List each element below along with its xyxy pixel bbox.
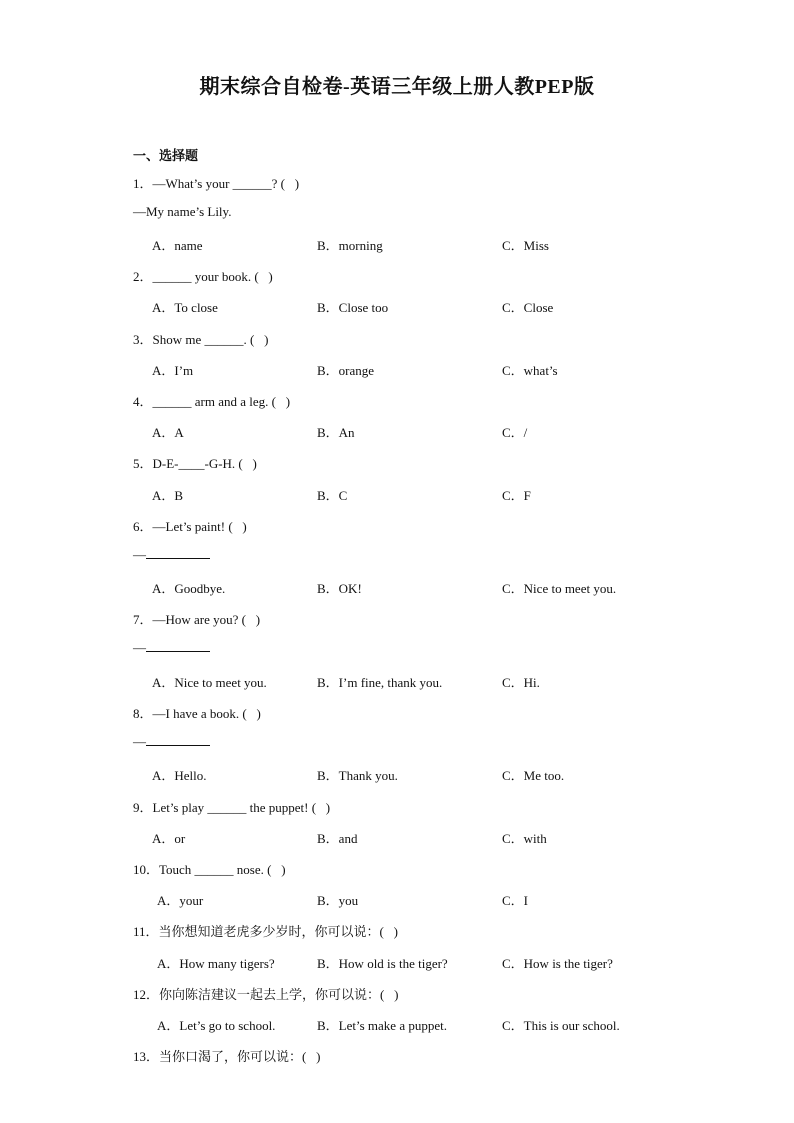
dash: —	[133, 640, 146, 655]
q1-option-b: B．morning	[317, 238, 383, 253]
q12-option-b: B．Let’s make a puppet.	[317, 1018, 447, 1033]
question-1: 1．—What’s your ______? ( )	[133, 176, 300, 191]
q7-option-a: A．Nice to meet you.	[152, 675, 267, 690]
q3-option-c: C．what’s	[502, 363, 558, 378]
q8-option-a: A．Hello.	[152, 768, 207, 783]
dash: —	[133, 547, 146, 562]
q2-option-b: B．Close too	[317, 300, 389, 315]
q11-option-c: C．How is the tiger?	[502, 956, 613, 971]
answer-blank	[146, 641, 210, 652]
question-4: 4．______ arm and a leg. ( )	[133, 394, 291, 409]
answer-blank	[146, 735, 210, 746]
question-12: 12．你向陈洁建议一起去上学，你可以说：( )	[133, 987, 399, 1002]
q9-option-c: C．with	[502, 831, 547, 846]
answer-blank	[146, 548, 210, 559]
q6-option-c: C．Nice to meet you.	[502, 581, 617, 596]
question-6: 6．—Let’s paint! ( )	[133, 519, 247, 534]
section-heading: 一、选择题	[133, 148, 199, 163]
question-1-reply: —My name’s Lily.	[133, 204, 232, 219]
question-10: 10．Touch ______ nose. ( )	[133, 862, 286, 877]
q2-option-c: C．Close	[502, 300, 554, 315]
q5-option-a: A．B	[152, 488, 184, 503]
q3-option-b: B．orange	[317, 363, 375, 378]
question-3: 3．Show me ______. ( )	[133, 332, 269, 347]
question-7-answer-line	[133, 640, 210, 656]
q8-option-b: B．Thank you.	[317, 768, 398, 783]
q2-option-a: A．To close	[152, 300, 218, 315]
q7-option-c: C．Hi.	[502, 675, 540, 690]
q10-option-b: B．you	[317, 893, 359, 908]
q5-option-b: B．C	[317, 488, 348, 503]
question-11: 11．当你想知道老虎多少岁时，你可以说：( )	[133, 924, 398, 939]
q4-option-b: B．An	[317, 425, 355, 440]
q6-option-b: B．OK!	[317, 581, 362, 596]
question-13: 13．当你口渴了，你可以说：( )	[133, 1049, 321, 1064]
q1-option-c: C．Miss	[502, 238, 549, 253]
q3-option-a: A．I’m	[152, 363, 194, 378]
dash: —	[133, 734, 146, 749]
q12-option-a: A．Let’s go to school.	[157, 1018, 276, 1033]
question-2: 2．______ your book. ( )	[133, 269, 273, 284]
page-title: 期末综合自检卷-英语三年级上册人教PEP版	[199, 76, 595, 98]
q12-option-c: C．This is our school.	[502, 1018, 620, 1033]
question-5: 5．D-E-____-G-H. ( )	[133, 456, 257, 471]
question-8-answer-line	[133, 734, 210, 750]
q11-option-a: A．How many tigers?	[157, 956, 275, 971]
q1-option-a: A．name	[152, 238, 203, 253]
q11-option-b: B．How old is the tiger?	[317, 956, 448, 971]
q8-option-c: C．Me too.	[502, 768, 565, 783]
question-6-answer-line	[133, 547, 210, 563]
q9-option-b: B．and	[317, 831, 358, 846]
q9-option-a: A．or	[152, 831, 186, 846]
q10-option-a: A．your	[157, 893, 204, 908]
q4-option-a: A．A	[152, 425, 184, 440]
q6-option-a: A．Goodbye.	[152, 581, 226, 596]
question-7: 7．—How are you? ( )	[133, 612, 261, 627]
q5-option-c: C．F	[502, 488, 531, 503]
q10-option-c: C．I	[502, 893, 529, 908]
q4-option-c: C．/	[502, 425, 528, 440]
q7-option-b: B．I’m fine, thank you.	[317, 675, 443, 690]
question-9: 9．Let’s play ______ the puppet! ( )	[133, 800, 331, 815]
question-8: 8．—I have a book. ( )	[133, 706, 261, 721]
